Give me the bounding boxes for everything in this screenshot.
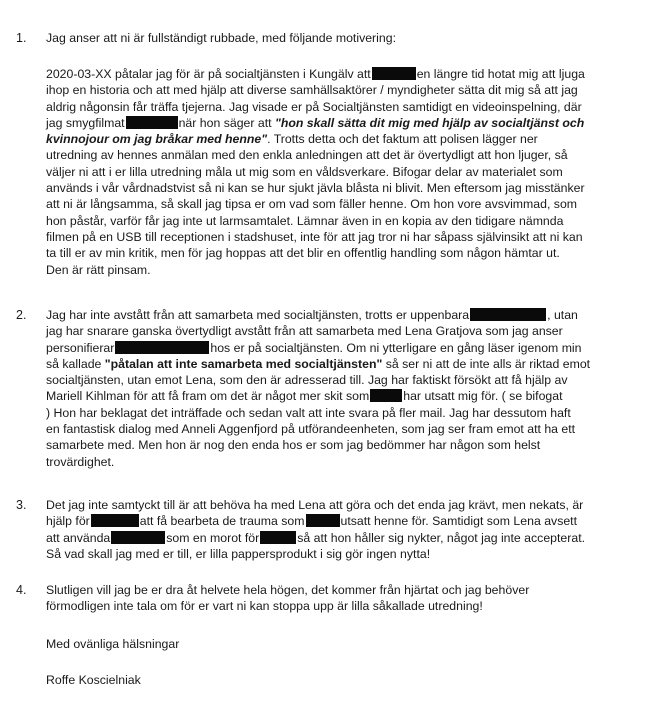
text-line: att använda som en morot för så att hon håller sig nykter, något jag inte accepterat. — [46, 530, 586, 545]
text-line: trovärdighet. — [46, 454, 115, 469]
text-line: en fantastisk dialog med Anneli Aggenfjord på utförandeenheten, som jag ser fram emot att ha ett — [46, 422, 576, 437]
item-number: 2. — [16, 308, 27, 322]
redaction-block — [260, 531, 296, 544]
item-number: 4. — [16, 583, 27, 597]
text-line: att ni är långsamma, så skall jag tipsa er om vad som fäller henne. Om hon vore avsvimmad, som — [46, 197, 578, 212]
text-line: Mariell Kihlman för att få fram om det är något mer skit som har utsatt mig för. ( se bifogat — [46, 389, 563, 404]
text-line: används i vår vårdnadstvist så ni kan se hur sjukt jävla blåsta ni blivit. Men eftersom jag misstänker — [46, 181, 585, 196]
text-line: Jag har inte avstått från att samarbeta med socialtjänsten, trotts er uppenbara , utan — [46, 308, 578, 322]
text-line: ta till er av min kritik, men för jag hoppas att det blir en offentlig handling som någon hämtar ut. — [46, 246, 560, 261]
text-line: ihop en historia och att med hjälp att diverse samhällsaktörer / myndigheter sätta dit mig så att jag — [46, 83, 578, 98]
text-line: socialtjänsten, utan emot Lena, som den är adresserad till. Jag har faktiskt försökt att få hjälp av — [46, 373, 568, 388]
closing-greeting: Med ovänliga hälsningar — [46, 637, 180, 651]
text-line: jag smygfilmat när hon säger att "hon skall sätta dit mig med hjälp av socialtjänst och — [46, 115, 585, 130]
text-line: samarbete med. Men hon är nog den enda hos er som jag bedömmer har någon som helst — [46, 438, 541, 453]
text-line: väljer ni att i er lilla utredning måla ut mig som en våldsverkare. Bifogar delar av materialet som — [46, 164, 563, 179]
redaction-block — [91, 514, 139, 527]
item-1-paragraph — [46, 66, 636, 278]
text-line: kvinnojour om jag bråkar med henne". Trotts detta och det faktum att polisen lägger ner — [46, 132, 538, 147]
text-line: Slutligen vill jag be er dra åt helvete hela högen, det kommer från hjärtat och jag behöver — [46, 583, 530, 597]
text-line: förmodligen inte tala om för er vart ni kan stoppa upp är lilla såkallade utredning! — [46, 599, 483, 614]
redaction-block — [126, 116, 178, 129]
text-line: 2020-03-XX påtalar jag för är på socialtjänsten i Kungälv att en längre tid hotat mig att ljuga — [46, 67, 585, 81]
redaction-block — [111, 531, 165, 544]
text-line: hon påstår, varför får jag inte ut larmsamtalet. Lämnar även in en kopia av den tidigare nämnda — [46, 213, 564, 228]
redaction-block — [372, 67, 416, 80]
signature: Roffe Koscielniak — [46, 673, 141, 687]
text-line: jag har snarare ganska övertydligt avstått från att samarbeta med Lena Gratjova som jag anser — [46, 324, 563, 339]
text-line: hjälp för att få bearbeta de trauma som utsatt henne för. Samtidigt som Lena avsett — [46, 514, 578, 529]
text-line: aldrig någonsin får träffa tjejerna. Jag visade er på Socialtjänsten samtidigt en videoinspelning, där — [46, 99, 582, 114]
text-line: personifierar hos er på socialtjänsten. Om ni ytterligare en gång läser igenom min — [46, 340, 582, 355]
item-4-paragraph — [46, 582, 636, 615]
text-line: utredning av hennes anmälan med den enkla anledningen att det är övertydligt att hon ljuger, så — [46, 148, 568, 163]
text-line: ) Hon har beklagat det inträffade och sedan valt att inte svara på fler mail. Jag har dessutom haft — [46, 405, 571, 420]
text-line: så kallade "påtalan att inte samarbeta med socialtjänsten" så ser ni att de inte alls är riktad emot — [46, 356, 591, 371]
item-2-paragraph — [46, 307, 636, 470]
item-number: 3. — [16, 498, 27, 512]
text-line: Den är rätt pinsam. — [46, 262, 151, 277]
text-line: Så vad skall jag med er till, er lilla pappersprodukt i sig gör ingen nytta! — [46, 546, 431, 561]
item-number: 1. — [16, 31, 27, 45]
redaction-block — [115, 341, 209, 354]
item-title: Jag anser att ni är fullständigt rubbade, med följande motivering: — [46, 31, 396, 45]
item-3-paragraph — [46, 497, 636, 562]
redaction-block — [370, 389, 402, 402]
text-line: filmen på en USB till receptionen i stadshuset, inte för att jag tror ni har såpass självinsikt att ni kan — [46, 229, 583, 244]
redaction-block — [470, 308, 546, 321]
redaction-block — [306, 514, 340, 527]
text-line: Det jag inte samtyckt till är att behöva ha med Lena att göra och det enda jag krävt, men nekats, är — [46, 498, 584, 512]
